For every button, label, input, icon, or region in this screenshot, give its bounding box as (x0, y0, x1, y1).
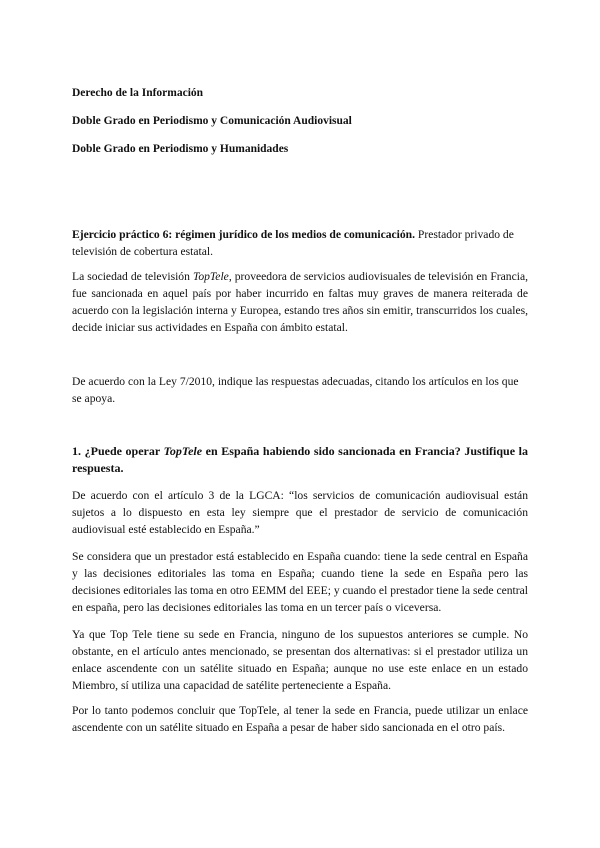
answer-p3: Ya que Top Tele tiene su sede en Francia, ninguno de los supuestos anteriores se cumple. No obstante, en el artículo antes mencionado, se presentan dos alternativas: si el prestador utiliza un enlace ascendente con un satélite situado en España; aunque no use este enlace en un estado Miembro, sí utiliza una capacidad de satélite perteneciente a España. (72, 628, 528, 692)
question-1-heading (72, 443, 528, 477)
case-brand: TopTele (192, 270, 229, 283)
exercise-title-paragraph (72, 226, 528, 260)
question-text-end: en España habiendo sido sancionada en Francia? Justifique la respuesta. (72, 444, 528, 475)
answer-paragraph-2 (72, 548, 528, 616)
course-header (72, 86, 528, 156)
answer-p4: Por lo tanto podemos concluir que TopTele, al tener la sede en Francia, puede utilizar un enlace ascendente con un satélite situado en España a pesar de haber sido sancionada en el otro país. (72, 704, 528, 734)
instruction-paragraph: De acuerdo con la Ley 7/2010, indique las respuestas adecuadas, citando los artículos en los que se apoya. (72, 375, 519, 405)
exercise-title: Ejercicio práctico 6: régimen jurídico de los medios de comunicación. (72, 228, 416, 241)
answer-paragraph-1 (72, 487, 528, 538)
instruction-block (72, 373, 528, 407)
case-paragraph (72, 268, 528, 336)
case-text-start: La sociedad de televisión (72, 270, 193, 283)
exercise-title-block (72, 226, 528, 260)
header-degree-1: Doble Grado en Periodismo y Comunicación Audiovisual (72, 115, 352, 127)
answer-paragraph-4 (72, 702, 528, 736)
answer-p2: Se considera que un prestador está establecido en España cuando: tiene la sede central en España y las decisiones editoriales las toma en España; cuando tiene la sede en España pero las decisiones editoriales las toma en otro EEMM del EEE; y cuando el prestador tiene la sede central en españa, pero las decisiones editoriales las toma en un tercer país o viceversa. (72, 550, 528, 614)
case-statement (72, 268, 528, 336)
header-degree-2: Doble Grado en Periodismo y Humanidades (72, 143, 289, 155)
answer-paragraph-3 (72, 626, 528, 694)
question-brand: TopTele (163, 444, 203, 458)
question-1 (72, 443, 528, 477)
exercise-subtitle: Prestador privado de televisión de cobertura estatal. (72, 228, 514, 258)
case-text-end: , proveedora de servicios audiovisuales de televisión en Francia, fue sancionada en aquel país por haber incurrido en faltas muy graves de manera reiterada de acuerdo con la legislación interna y Europea, estando tres años sin emitir, transcurridos los cuales, decide iniciar sus actividades en España con ámbito estatal. (72, 270, 528, 334)
header-subject: Derecho de la Información (72, 87, 204, 99)
question-text-start: 1. ¿Puede operar (72, 444, 164, 458)
answer-p1: De acuerdo con el artículo 3 de la LGCA: “los servicios de comunicación audiovisual están sujetos a lo dispuesto en esta ley siempre que el prestador de servicio de comunicación audiovisual esté establecido en España.” (72, 489, 528, 536)
